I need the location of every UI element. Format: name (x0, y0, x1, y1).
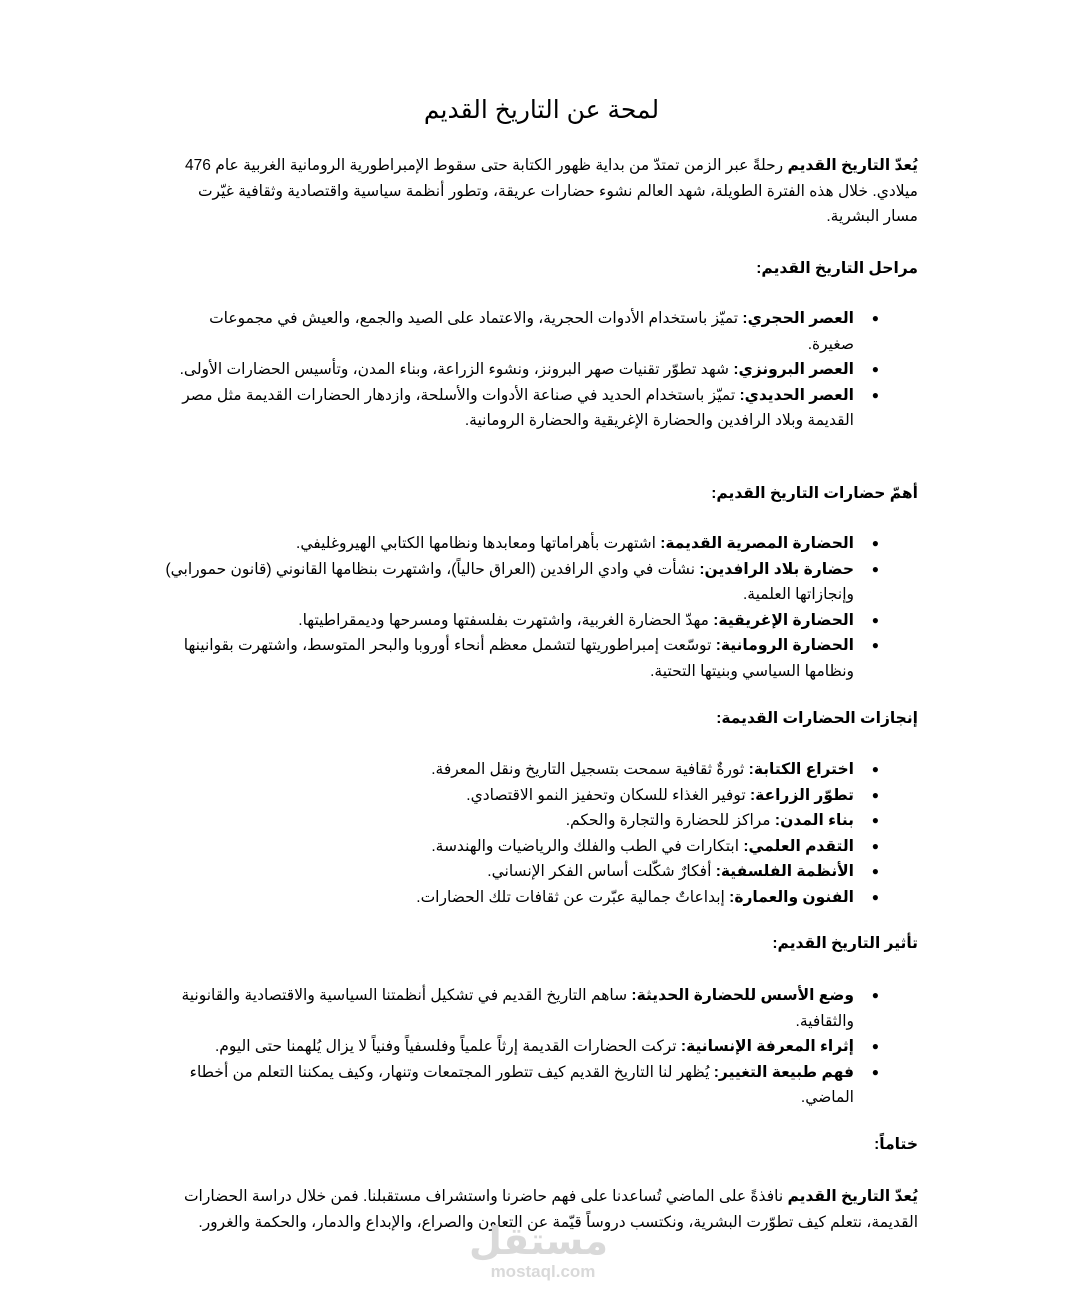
section-heading-achievements: إنجازات الحضارات القديمة: (716, 710, 918, 727)
item-text: نشأت في وادي الرافدين (العراق حالياً)، واشتهرت بنظامها القانوني (قانون حمورابي) وإنجازاتها العلمية. (165, 560, 854, 603)
bullet-icon: ● (871, 1039, 879, 1053)
intro-lead: يُعدّ التاريخ القديم (787, 157, 918, 174)
mostaql-watermark-logo (469, 1221, 608, 1292)
bullet-icon: ● (871, 387, 879, 402)
bullet-icon: ● (871, 536, 879, 550)
list-item (165, 783, 918, 809)
section-heading-impact: تأثير التاريخ القديم: (772, 935, 918, 952)
intro-paragraph (165, 153, 918, 230)
bullet-icon: ● (871, 889, 879, 904)
list-item (165, 633, 918, 684)
item-term: فهم طبيعة التغيير: (713, 1063, 854, 1081)
item-term: العصر البرونزي: (733, 361, 854, 378)
item-text: تميّز باستخدام الحديد في صناعة الأدوات والأسلحة، وازدهار الحضارات القديمة مثل مصر القديمة وبلاد الرافدين والحضارة الإغريقية والحضارة الرومانية. (182, 386, 854, 429)
list-item (165, 1034, 918, 1060)
item-term: وضع الأسس للحضارة الحديثة: (631, 987, 854, 1004)
item-text: تركت الحضارات القديمة إرثاً علمياً وفلسفياً وفنياً لا يزال يُلهمنا حتى اليوم. (214, 1038, 681, 1055)
item-text: تميّز باستخدام الأدوات الحجرية، والاعتماد على الصيد والجمع، والعيش في مجموعات صغيرة. (209, 310, 854, 353)
list-item (165, 757, 918, 783)
item-term: حضارة بلاد الرافدين: (699, 560, 854, 578)
bullet-icon: ● (871, 561, 879, 576)
item-term: التقدم العلمي: (743, 837, 854, 855)
list-item (165, 1060, 918, 1111)
section-heading-stages: مراحل التاريخ القديم: (756, 260, 918, 277)
list-item (165, 983, 918, 1034)
bullet-icon: ● (871, 1064, 879, 1079)
bullet-icon: ● (871, 762, 879, 776)
page-title: لمحة عن التاريخ القديم (423, 96, 660, 124)
item-term: الفنون والعمارة: (729, 888, 854, 906)
bullet-icon: ● (871, 311, 879, 325)
item-text: اشتهرت بأهراماتها ومعابدها ونظامها الكتابي الهيروغليفي. (296, 535, 661, 552)
list-item (165, 557, 918, 608)
item-text: أفكارٌ شكّلت أساس الفكر الإنساني. (487, 863, 716, 880)
conclusion-text: نافذةً على الماضي تُساعدنا على فهم حاضرنا واستشراف مستقبلنا. فمن خلال دراسة الحضارات القديمة، نتعلم كيف تطوّرت البشرية، ونكتسب دروساً قيّمة عن التعاون والصراع، والإبداع والدمار، والحكمة والغرور. (183, 1188, 918, 1231)
item-text: ثورةٌ ثقافية سمحت بتسجيل التاريخ ونقل المعرفة. (431, 761, 749, 778)
item-term: الأنظمة الفلسفية: (715, 863, 854, 880)
list-item (165, 834, 918, 860)
list-item (165, 859, 918, 885)
item-text: إبداعاتٌ جمالية عبّرت عن ثقافات تلك الحضارات. (416, 888, 730, 906)
bullet-icon: ● (871, 787, 879, 802)
list-item (165, 357, 918, 383)
item-text: توسّعت إمبراطوريتها لتشمل معظم أنحاء أوروبا والبحر المتوسط، واشتهرت بقوانينها ونظامها السياسي وبنيتها التحتية. (183, 637, 854, 680)
item-text: ابتكارات في الطب والفلك والرياضيات والهندسة. (431, 837, 744, 855)
item-text: مراكز للحضارة والتجارة والحكم. (565, 812, 775, 829)
list-item (165, 608, 918, 634)
watermark-latin: mostaql.com (490, 1262, 596, 1281)
intro-text: رحلةً عبر الزمن تمتدّ من بداية ظهور الكتابة حتى سقوط الإمبراطورية الرومانية الغربية عام 476 ميلادي. خلال هذه الفترة الطويلة، شهد العالم نشوء حضارات عريقة، وتطور أنظمة سياسية واقتصادية وثقافية غيّرت مسار البشرية. (185, 157, 918, 225)
watermark-arabic: مستقل (469, 1221, 608, 1263)
bullet-icon: ● (871, 813, 879, 827)
bullet-icon: ● (871, 838, 879, 853)
list-item (165, 383, 918, 434)
item-text: مهدّ الحضارة الغربية، واشتهرت بفلسفتها ومسرحها وديمقراطيتها. (298, 611, 714, 629)
item-term: بناء المدن: (774, 812, 854, 829)
bullet-icon: ● (871, 362, 879, 376)
item-term: إثراء المعرفة الإنسانية: (680, 1038, 854, 1055)
list-achievements (165, 757, 918, 910)
bullet-icon: ● (871, 864, 879, 878)
list-item (165, 885, 918, 911)
item-text: شهد تطوّر تقنيات صهر البرونز، ونشوء الزراعة، وبناء المدن، وتأسيس الحضارات الأولى. (179, 361, 734, 378)
list-civilizations (165, 531, 918, 684)
item-text: توفير الغذاء للسكان وتحفيز النمو الاقتصادي. (466, 786, 750, 804)
item-term: العصر الحديدي: (739, 386, 854, 404)
list-impact (165, 983, 918, 1111)
list-item (165, 808, 918, 834)
item-term: العصر الحجري: (742, 310, 854, 327)
list-stages (165, 306, 918, 434)
item-term: الحضارة الرومانية: (715, 637, 854, 654)
list-item (165, 306, 918, 357)
section-heading-civilizations: أهمّ حضارات التاريخ القديم: (711, 485, 918, 502)
bullet-icon: ● (871, 988, 879, 1002)
bullet-icon: ● (871, 612, 879, 627)
list-item (165, 531, 918, 557)
conclusion-heading: ختاماً: (874, 1136, 918, 1153)
conclusion-lead: يُعدّ التاريخ القديم (787, 1188, 918, 1205)
item-term: تطوّر الزراعة: (749, 786, 854, 804)
item-text: يُظهر لنا التاريخ القديم كيف تتطور المجتمعات وتنهار، وكيف يمكننا التعلم من أخطاء الماضي. (189, 1063, 854, 1106)
item-term: الحضارة الإغريقية: (713, 611, 854, 629)
bullet-icon: ● (871, 638, 879, 652)
item-term: اختراع الكتابة: (748, 761, 854, 778)
item-term: الحضارة المصرية القديمة: (660, 535, 854, 552)
item-text: ساهم التاريخ القديم في تشكيل أنظمتنا السياسية والاقتصادية والقانونية والثقافية. (181, 987, 854, 1030)
